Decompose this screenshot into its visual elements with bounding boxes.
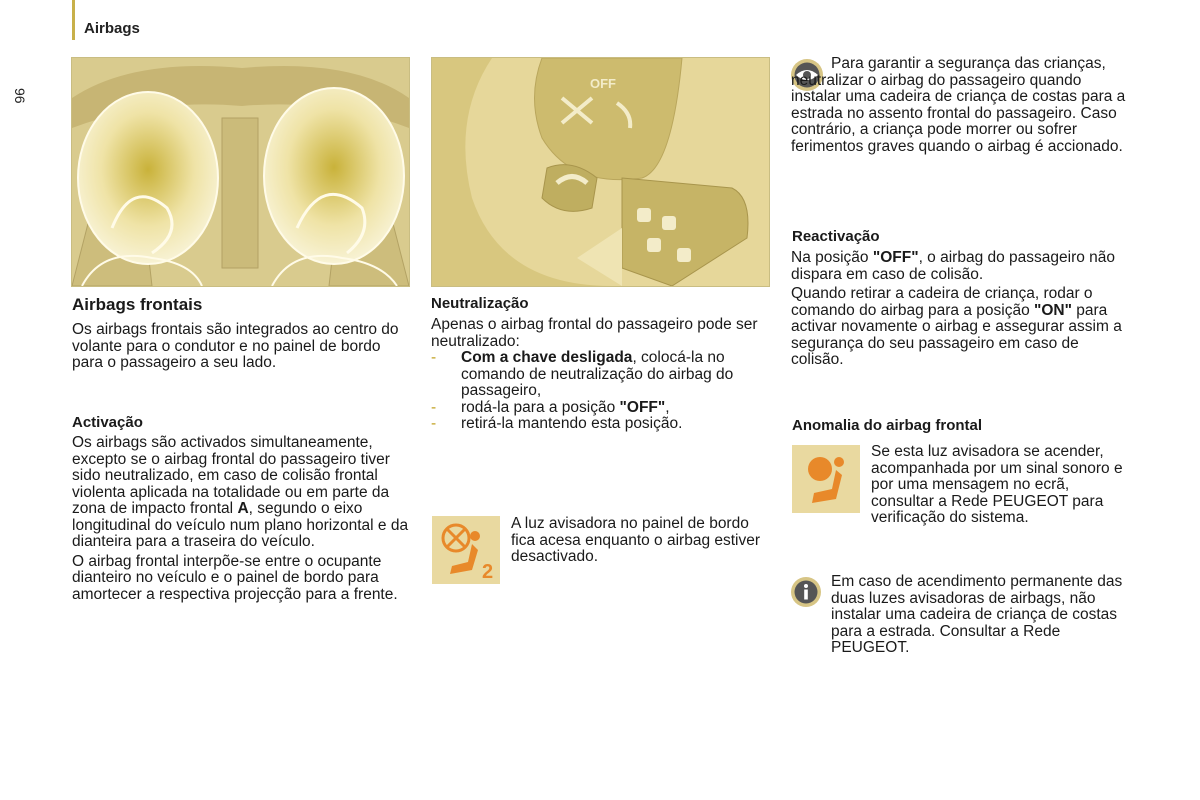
info-icon bbox=[790, 576, 822, 608]
frontal-airbag-fault-title: Anomalia do airbag frontal bbox=[792, 417, 983, 434]
bullet-pre: rodá-la para a posição bbox=[461, 398, 620, 416]
activation-text bbox=[72, 435, 412, 603]
bullet-dash: - bbox=[431, 349, 437, 366]
activation-title: Activação bbox=[72, 414, 143, 431]
neutralization-title: Neutralização bbox=[431, 295, 529, 312]
airbag-switch-drawing bbox=[432, 58, 769, 286]
warning-lamp-text: A luz avisadora no painel de bordo fica acesa enquanto o airbag estiver desactivado. bbox=[511, 515, 761, 565]
bullet-rest: , bbox=[665, 398, 670, 416]
activation-paragraph-1 bbox=[72, 435, 412, 551]
page-number: 96 bbox=[12, 88, 28, 104]
eye-note-text: Para garantir a segurança das crianças, neutralizar o airbag do passageiro quando instalar uma cadeira de criança de costas para a estrada no assento frontal do passageiro. Caso contrário, a criança pode morrer ou sofrer ferimentos graves quando o airbag é accionado. bbox=[791, 55, 1126, 155]
bullet-item bbox=[431, 400, 771, 417]
reactivation-paragraph-1 bbox=[791, 250, 1131, 283]
activation-p1-part-a: Os airbags são activados simultaneamente, excepto se o airbag frontal do passageiro tiver sido neutralizado, em caso de colisão frontal violenta aplicada na totalidade ou em parte da zona de impacto frontal bbox=[72, 434, 390, 517]
intro-text: Os airbags frontais são integrados ao centro do volante para o condutor e no painel de bordo para o passageiro a seu lado. bbox=[72, 321, 399, 371]
frontal-airbags-title: Airbags frontais bbox=[72, 295, 203, 314]
reactivation-text bbox=[791, 250, 1131, 369]
bullet-dash: - bbox=[431, 415, 437, 432]
switch-off-label: OFF bbox=[590, 76, 616, 91]
react-p1-part-a: Na posição bbox=[791, 249, 873, 266]
bullet-text bbox=[461, 350, 771, 400]
header-accent-bar bbox=[72, 0, 75, 40]
neutralization-intro: Apenas o airbag frontal do passageiro pode ser neutralizado: bbox=[431, 316, 758, 350]
activation-paragraph-2: O airbag frontal interpõe-se entre o ocupante dianteiro no veículo e o painel de bordo para amortecer a respectiva projecção para a frente. bbox=[72, 552, 398, 603]
react-p1-part-b: , o airbag do passageiro não dispara em caso de colisão. bbox=[791, 249, 1116, 283]
bullet-bold: "OFF" bbox=[619, 398, 666, 416]
bullet-bold: Com a chave desligada bbox=[461, 349, 633, 366]
activation-p1-part-b: , segundo o eixo longitudinal do veículo num plano horizontal e da dianteira para a traseira do veículo. bbox=[72, 500, 409, 550]
section-header-title: Airbags bbox=[84, 20, 140, 37]
passenger-airbag-off-icon bbox=[432, 516, 500, 584]
seat-number-label: 2 bbox=[482, 561, 494, 583]
airbag-fault-icon bbox=[792, 445, 860, 513]
two-warning-lamps-note: Em caso de acendimento permanente das duas luzes avisadoras de airbags, não instalar uma cadeira de criança de costas para a estrada. Consultar a Rede PEUGEOT. bbox=[831, 573, 1123, 656]
reactivation-paragraph-2 bbox=[791, 286, 1131, 369]
bullet-rest: , colocá-la no comando de neutralização do airbag do passageiro, bbox=[461, 349, 734, 399]
react-p1-bold: "OFF" bbox=[872, 249, 919, 266]
neutralization-text bbox=[431, 317, 771, 433]
airbag-fault-warning-lamp-icon bbox=[792, 445, 860, 513]
frontal-airbag-fault-text: Se esta luz avisadora se acender, acompanhada por um sinal sonoro e por uma mensagem no ecrã, consultar a Rede PEUGEOT para verificação do sistema. bbox=[871, 443, 1123, 526]
bullet-pre: retirá-la mantendo esta posição. bbox=[461, 415, 683, 432]
child-seat-safety-note bbox=[791, 56, 1131, 155]
airbags-deployed-drawing bbox=[72, 58, 409, 286]
react-p2-bold: "ON" bbox=[1034, 301, 1072, 319]
bullet-item bbox=[431, 416, 771, 433]
react-p2-part-a: Quando retirar a cadeira de criança, rodar o comando do airbag para a posição bbox=[791, 285, 1093, 319]
reactivation-title: Reactivação bbox=[792, 228, 880, 245]
react-p2-part-b: para activar novamente o airbag e assegurar assim a segurança do seu passageiro em caso de colisão. bbox=[791, 301, 1122, 368]
airbags-deployed-illustration bbox=[71, 57, 410, 287]
frontal-airbags-intro bbox=[72, 322, 412, 372]
bullet-dash: - bbox=[431, 398, 437, 416]
bullet-text bbox=[461, 416, 682, 433]
impact-zone-letter: A bbox=[237, 500, 249, 517]
bullet-text bbox=[461, 400, 670, 417]
airbag-off-warning-lamp-icon bbox=[432, 516, 500, 584]
bullet-item bbox=[431, 350, 771, 400]
airbag-switch-illustration bbox=[431, 57, 770, 287]
